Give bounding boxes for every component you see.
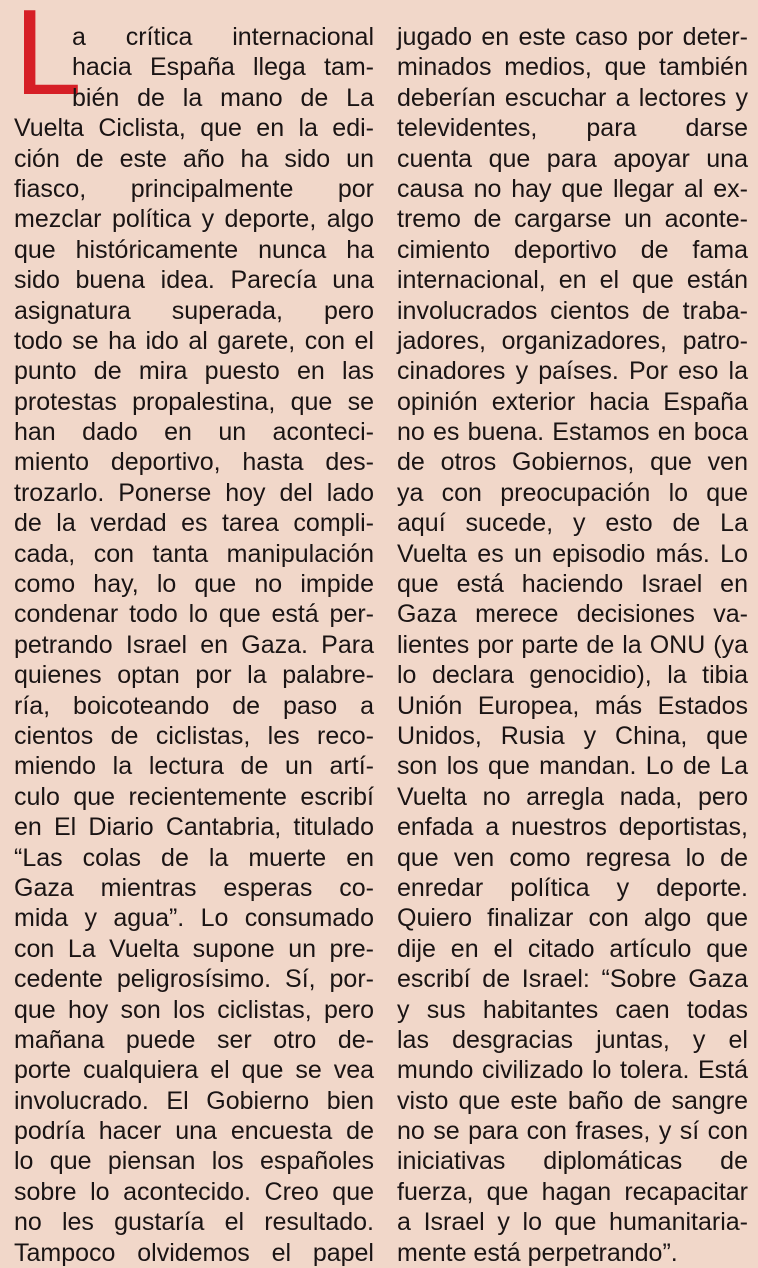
text-line: protestas propalestina, que se bbox=[14, 387, 374, 416]
text-line: “Las colas de la muerte en bbox=[14, 843, 374, 872]
text-line: Unidos, Rusia y China, que bbox=[397, 721, 748, 750]
text-line: aquí sucede, y esto de La bbox=[397, 509, 748, 538]
text-line: hacia España llega tam- bbox=[72, 53, 374, 82]
text-line: podría hacer una encuesta de bbox=[14, 1117, 374, 1146]
text-line: Gaza mientras esperas co- bbox=[14, 873, 374, 902]
text-line: enredar política y deporte. bbox=[397, 873, 748, 902]
text-line: lientes por parte de la ONU (ya bbox=[397, 630, 748, 659]
text-line: cedente peligrosísimo. Sí, por- bbox=[14, 965, 374, 994]
text-line: opinión exterior hacia España bbox=[397, 387, 748, 416]
text-line: Quiero finalizar con algo que bbox=[397, 904, 748, 933]
text-line: condenar todo lo que está per- bbox=[14, 600, 374, 629]
text-line: de otros Gobiernos, que ven bbox=[397, 448, 748, 477]
text-line: que está haciendo Israel en bbox=[397, 570, 748, 599]
text-line: televidentes, para darse bbox=[397, 114, 748, 143]
text-line: punto de mira puesto en las bbox=[14, 357, 374, 386]
text-line: minados medios, que también bbox=[397, 53, 748, 82]
text-line: cimiento deportivo de fama bbox=[397, 235, 748, 264]
text-line: porte cualquiera el que se vea bbox=[14, 1056, 374, 1085]
text-line: que históricamente nunca ha bbox=[14, 235, 374, 264]
text-line: Tampoco olvidemos el papel bbox=[14, 1238, 374, 1267]
text-line: miendo la lectura de un artí- bbox=[14, 752, 374, 781]
text-line: cinadores y países. Por eso la bbox=[397, 357, 748, 386]
text-line: no les gustaría el resultado. bbox=[14, 1208, 374, 1237]
text-line: quienes optan por la palabre- bbox=[14, 661, 374, 690]
text-line: no se para con frases, y sí con bbox=[397, 1117, 748, 1146]
text-line: han dado en un aconteci- bbox=[14, 418, 374, 447]
text-line: fiasco, principalmente por bbox=[14, 174, 374, 203]
left-column bbox=[14, 22, 374, 1268]
text-line: sido buena idea. Parecía una bbox=[14, 266, 374, 295]
text-line: causa no hay que llegar al ex- bbox=[397, 174, 748, 203]
text-line: sobre lo acontecido. Creo que bbox=[14, 1177, 374, 1206]
text-line: asignatura superada, pero bbox=[14, 296, 374, 325]
text-line: Vuelta no arregla nada, pero bbox=[397, 782, 748, 811]
text-line: mañana puede ser otro de- bbox=[14, 1025, 374, 1054]
text-line: a Israel y lo que humanitaria- bbox=[397, 1208, 748, 1237]
text-line: trozarlo. Ponerse hoy del lado bbox=[14, 478, 374, 507]
text-line: todo se ha ido al garete, con el bbox=[14, 326, 374, 355]
text-line: Vuelta Ciclista, que en la edi- bbox=[14, 114, 374, 143]
text-line: cada, con tanta manipulación bbox=[14, 539, 374, 568]
text-line: cuenta que para apoyar una bbox=[397, 144, 748, 173]
text-line: Unión Europea, más Estados bbox=[397, 691, 748, 720]
text-line: enfada a nuestros deportistas, bbox=[397, 813, 748, 842]
text-line: Vuelta es un episodio más. Lo bbox=[397, 539, 748, 568]
text-line: no es buena. Estamos en boca bbox=[397, 418, 748, 447]
text-line: tremo de cargarse un aconte- bbox=[397, 205, 748, 234]
text-line: en El Diario Cantabria, titulado bbox=[14, 813, 374, 842]
text-line: mezclar política y deporte, algo bbox=[14, 205, 374, 234]
text-line: mente está perpetrando”. bbox=[397, 1238, 678, 1267]
text-line: mundo civilizado lo tolera. Está bbox=[397, 1056, 748, 1085]
text-line: ya con preocupación lo que bbox=[397, 478, 748, 507]
text-line: lo que piensan los españoles bbox=[14, 1147, 374, 1176]
text-line: internacional, en el que están bbox=[397, 266, 748, 295]
text-line: con La Vuelta supone un pre- bbox=[14, 934, 374, 963]
text-line: jadores, organizadores, patro- bbox=[397, 326, 748, 355]
right-column bbox=[397, 22, 748, 1268]
text-line: y sus habitantes caen todas bbox=[397, 995, 748, 1024]
text-line: jugado en este caso por deter- bbox=[397, 23, 748, 51]
text-line: iniciativas diplomáticas de bbox=[397, 1147, 748, 1176]
text-line: de la verdad es tarea compli- bbox=[14, 509, 374, 538]
text-line: fuerza, que hagan recapacitar bbox=[397, 1177, 748, 1206]
text-line: involucrado. El Gobierno bien bbox=[14, 1086, 374, 1115]
text-line: que ven como regresa lo de bbox=[397, 843, 748, 872]
text-line: mida y agua”. Lo consumado bbox=[14, 904, 374, 933]
text-line: escribí de Israel: “Sobre Gaza bbox=[397, 965, 748, 994]
text-line: visto que este baño de sangre bbox=[397, 1086, 748, 1115]
text-line: lo declara genocidio), la tibia bbox=[397, 661, 748, 690]
text-line: deberían escuchar a lectores y bbox=[397, 83, 748, 112]
text-line: que hoy son los ciclistas, pero bbox=[14, 995, 374, 1024]
text-line: son los que mandan. Lo de La bbox=[397, 752, 748, 781]
text-line: bién de la mano de La bbox=[72, 83, 374, 112]
text-line: las desgracias juntas, y el bbox=[397, 1025, 748, 1054]
text-line: culo que recientemente escribí bbox=[14, 782, 374, 811]
drop-cap: L bbox=[14, 0, 82, 120]
text-line: ción de este año ha sido un bbox=[14, 144, 374, 173]
text-line: como hay, lo que no impide bbox=[14, 570, 374, 599]
text-line: petrando Israel en Gaza. Para bbox=[14, 630, 374, 659]
text-line: dije en el citado artículo que bbox=[397, 934, 748, 963]
text-line: ría, boicoteando de paso a bbox=[14, 691, 374, 720]
text-line: miento deportivo, hasta des- bbox=[14, 448, 374, 477]
text-line: involucrados cientos de traba- bbox=[397, 296, 748, 325]
text-line: Gaza merece decisiones va- bbox=[397, 600, 748, 629]
text-line: cientos de ciclistas, les reco- bbox=[14, 721, 374, 750]
text-line: a crítica internacional bbox=[72, 23, 374, 51]
